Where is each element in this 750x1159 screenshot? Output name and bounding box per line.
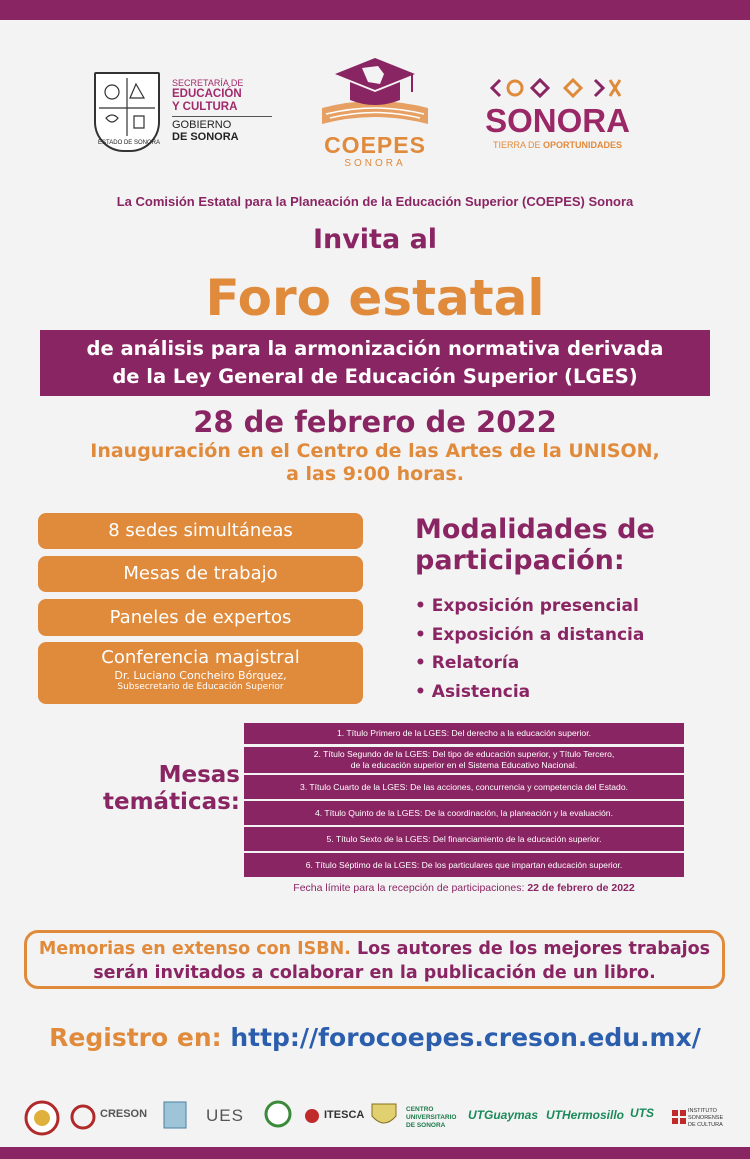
- seal-logo-icon: [24, 1100, 60, 1136]
- gobierno-sonora-logo: [94, 72, 274, 154]
- cus-logo: [406, 1100, 460, 1136]
- mesa-item-2-line-1: 2. Título Segundo de la LGES: Del tipo de educación superior, y Título Tercero,: [313, 749, 615, 759]
- uthermosillo-logo: [546, 1100, 626, 1136]
- modalidades-title-line-1: Modalidades de: [415, 514, 655, 545]
- registro-line: [0, 1023, 750, 1052]
- list-item: • Relatoría: [415, 653, 520, 673]
- feature-sedes: 8 sedes simultáneas: [38, 513, 363, 549]
- creson-label: CRESON: [100, 1108, 148, 1120]
- conferencia-role: Subsecretario de Educación Superior: [117, 682, 284, 692]
- sonora-tagline-part-1: TIERRA DE: [492, 140, 543, 150]
- inauguration-line-2: a las 9:00 horas.: [286, 463, 464, 485]
- creson-logo: [70, 1100, 160, 1136]
- conferencia-title: Conferencia magistral: [101, 647, 300, 668]
- mesa-item-3: 3. Título Cuarto de la LGES: De las acciones, concurrencia y competencia del Estado.: [244, 775, 684, 799]
- inauguration-info: [0, 440, 750, 486]
- utguaymas-label: UTGuaymas: [468, 1108, 539, 1122]
- gov-line-1: SECRETARÍA DE: [172, 78, 244, 88]
- sonora-pattern-icon: [470, 72, 645, 102]
- sonora-brand-logo: [470, 72, 645, 157]
- uthermosillo-label: UTHermosillo: [546, 1108, 625, 1122]
- memorias-text-2: serán invitados a colaborar en la publicación de un libro.: [93, 963, 656, 983]
- mesa-item-6: 6. Título Séptimo de la LGES: De los particulares que impartan educación superior.: [244, 853, 684, 877]
- mesas-title-line-2: temáticas:: [102, 789, 240, 815]
- memorias-box: [24, 930, 725, 989]
- shield-label: ESTADO DE SONORA: [98, 140, 160, 146]
- memorias-highlight: Memorias en extenso con ISBN.: [38, 939, 351, 959]
- deadline-note: [244, 882, 684, 894]
- mesa-item-2-line-2: de la educación superior en el Sistema Educativo Nacional.: [350, 760, 578, 770]
- gov-line-5: DE SONORA: [172, 131, 239, 143]
- event-date: 28 de febrero de 2022: [193, 405, 557, 439]
- gov-line-4: GOBIERNO: [172, 119, 232, 131]
- registro-label: Registro en:: [49, 1023, 231, 1052]
- conferencia-speaker: Dr. Luciano Concheiro Bórquez,: [114, 669, 287, 682]
- uts-label: UTS: [630, 1106, 654, 1120]
- feature-mesas: Mesas de trabajo: [38, 556, 363, 592]
- sponsor-logos: [24, 1100, 724, 1140]
- modalidades-title-line-2: participación:: [415, 545, 625, 576]
- itesca-logo: [304, 1100, 374, 1136]
- uts-logo: [628, 1100, 668, 1136]
- cus-label: CENTRO UNIVERSITARIO DE SONORA: [406, 1106, 457, 1129]
- sonora-name: SONORA: [485, 102, 630, 139]
- deadline-date: 22 de febrero de 2022: [527, 882, 635, 894]
- foro-title: Foro estatal: [205, 269, 545, 327]
- mesa-item-4: 4. Título Quinto de la LGES: De la coordinación, la planeación y la evaluación.: [244, 801, 684, 825]
- ues-label: UES: [206, 1106, 244, 1125]
- gov-divider: [172, 116, 272, 117]
- un-logo-icon: [264, 1100, 294, 1136]
- invita-heading: Invita al: [312, 224, 438, 255]
- inauguration-line-1: Inauguración en el Centro de las Artes de la UNISON,: [90, 440, 660, 462]
- feature-conferencia: [38, 642, 363, 704]
- mesas-tematicas-title: [60, 762, 240, 816]
- top-bar: [0, 0, 750, 20]
- ues-logo: [202, 1100, 262, 1136]
- institution-logo-icon: [162, 1100, 192, 1136]
- list-item: • Exposición presencial: [415, 596, 639, 616]
- modalidades-list: [415, 592, 644, 706]
- banner-line-2: de la Ley General de Educación Superior (LGES): [112, 365, 638, 388]
- intro-text: La Comisión Estatal para la Planeación de la Educación Superior (COEPES) Sonora: [116, 194, 634, 209]
- sonora-tagline: [470, 140, 645, 150]
- deadline-label: Fecha límite para la recepción de participaciones:: [293, 882, 528, 894]
- mesa-item-2: [244, 747, 684, 773]
- coepes-logo: [300, 56, 450, 171]
- bottom-bar: [0, 1147, 750, 1159]
- gov-line-2: EDUCACIÓN: [172, 88, 242, 100]
- coepes-name: COEPES: [324, 132, 426, 158]
- mesa-item-1: 1. Título Primero de la LGES: Del derecho a la educación superior.: [244, 723, 684, 744]
- feature-paneles: Paneles de expertos: [38, 599, 363, 636]
- registro-link[interactable]: http://forocoepes.creson.edu.mx/: [230, 1023, 701, 1052]
- mesa-item-5: 5. Título Sexto de la LGES: Del financiamiento de la educación superior.: [244, 827, 684, 851]
- isc-logo: [672, 1100, 728, 1136]
- modalidades-title: [415, 514, 715, 576]
- utguaymas-logo: [468, 1100, 538, 1136]
- sonora-tagline-part-2: OPORTUNIDADES: [543, 140, 623, 150]
- list-item: • Exposición a distancia: [415, 624, 645, 645]
- memorias-text-1: Los autores de los mejores trabajos: [350, 939, 711, 959]
- mesas-title-line-1: Mesas: [158, 762, 240, 788]
- list-item: • Asistencia: [415, 681, 531, 702]
- forum-subtitle-banner: [40, 330, 710, 396]
- coepes-subtitle: SONORA: [344, 158, 406, 169]
- gov-line-3: Y CULTURA: [172, 101, 238, 113]
- banner-line-1: de análisis para la armonización normativa derivada: [86, 337, 664, 360]
- crest-logo-icon: [370, 1100, 400, 1136]
- isc-label: INSTITUTO SONORENSE DE CULTURA: [688, 1108, 724, 1128]
- state-shield-icon: [94, 72, 160, 152]
- graduation-cap-book-icon: [300, 56, 450, 134]
- itesca-label: ITESCA: [324, 1109, 365, 1121]
